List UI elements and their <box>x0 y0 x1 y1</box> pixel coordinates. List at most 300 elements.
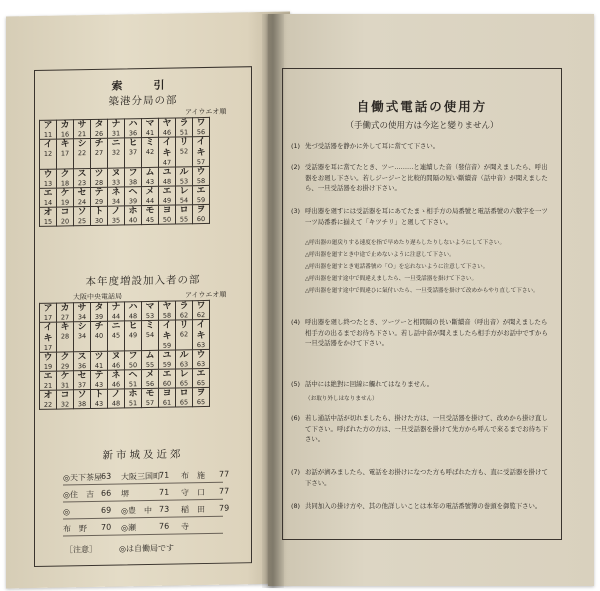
kana-cell <box>142 137 159 167</box>
kana-cell <box>40 120 57 139</box>
kana-char: ス <box>77 352 87 363</box>
kana-char: ミ <box>145 320 155 332</box>
kana-row <box>40 349 210 371</box>
kana-cell <box>125 389 142 408</box>
city-page-number: 79 <box>219 503 230 513</box>
kana-cell <box>159 137 176 167</box>
kana-cell <box>40 371 57 390</box>
kana-char: カ <box>60 303 70 314</box>
kana-cell <box>159 301 176 320</box>
page-number: 26 <box>94 129 104 138</box>
kana-cell <box>74 120 91 139</box>
page-number: 54 <box>179 196 189 205</box>
section2-kana-table <box>39 300 210 410</box>
kana-cell <box>193 319 210 349</box>
kana-char: オ <box>43 207 53 218</box>
kana-char: ソ <box>77 390 87 401</box>
kana-cell <box>57 207 74 226</box>
city-name: 布 施 <box>181 471 205 481</box>
kana-char: タ <box>94 119 104 130</box>
page-number: 58 <box>162 311 172 320</box>
section1-kana-table <box>39 117 210 227</box>
kana-cell <box>125 206 142 225</box>
page-number: 57 <box>145 398 155 408</box>
kana-row <box>40 185 210 207</box>
kana-cell <box>57 322 74 352</box>
kana-char: メ <box>145 369 155 381</box>
sub-note-5: △呼出器を廻す途中で間違ひに氣付いたら、一旦受話器を掛けて改めからやり直して下さい。 <box>305 288 539 294</box>
item-text: 先づ受話器を静かに外して耳に當てて下さい。 <box>305 142 440 150</box>
page-number: 55 <box>145 360 155 370</box>
kana-char: チ <box>94 321 104 332</box>
kana-char: シ <box>77 139 87 150</box>
page-number: 29 <box>60 362 70 371</box>
city-name: 寺 <box>181 522 189 532</box>
item-text: 話中には絶對に回線に觸れてはなりません。 <box>305 380 434 388</box>
kana-char: ソ <box>77 207 87 218</box>
city-name: 稲 田 <box>181 505 205 515</box>
kana-char: ヒ <box>128 321 138 332</box>
kana-cell <box>125 138 142 168</box>
kana-char: イキ <box>196 319 206 342</box>
page-number: 38 <box>128 178 138 187</box>
section1-title: 築港分局の部 <box>108 94 178 108</box>
page-number: 31 <box>111 129 121 138</box>
kana-char: ハ <box>128 119 138 130</box>
kana-char: ヨ <box>162 388 172 399</box>
kana-cell <box>74 139 91 169</box>
city-name: 守 口 <box>181 488 205 498</box>
kana-cell <box>57 352 74 371</box>
kana-cell <box>142 301 159 320</box>
item-num: (6) <box>291 414 301 422</box>
kana-char: チ <box>94 138 104 149</box>
page-number: 24 <box>77 198 87 207</box>
page-number: 65 <box>196 379 206 388</box>
kana-char: ヲ <box>196 204 206 216</box>
kana-char: ヌ <box>111 168 121 179</box>
kana-char: ヌ <box>111 351 121 362</box>
kana-char: レ <box>179 369 189 380</box>
sub-note-4: △呼出器を廻す途中で間違えましたら、一旦受話器を掛けて下さい。 <box>305 276 478 282</box>
page-number: 37 <box>128 148 138 157</box>
index-title: 索 引 <box>111 78 175 93</box>
instructions-subtitle: （手働式の使用方は今迄と變りません） <box>345 121 499 131</box>
page-number: 62 <box>179 311 189 320</box>
kana-cell <box>40 169 57 188</box>
item-num: (3) <box>291 207 301 215</box>
kana-cell <box>176 320 193 350</box>
kana-char: モ <box>145 205 155 217</box>
kana-cell <box>57 139 74 169</box>
page-number: 12 <box>43 149 53 158</box>
page-number: 62 <box>179 330 189 339</box>
city-page-number: 73 <box>159 504 170 514</box>
page-number: 29 <box>94 197 104 206</box>
kana-cell <box>91 321 108 351</box>
kana-row <box>40 300 210 322</box>
page-number: 14 <box>43 198 53 207</box>
kana-char: エ <box>162 186 172 197</box>
kana-cell <box>40 390 57 409</box>
kana-char: ネ <box>111 187 121 198</box>
small-note: （お取り外しはなりません） <box>305 396 378 402</box>
kana-cell <box>57 120 74 139</box>
city-page-number: 77 <box>219 469 230 479</box>
page-number: 65 <box>179 398 189 407</box>
page-number: 52 <box>179 147 189 156</box>
kana-char: ホ <box>128 206 138 217</box>
kana-char: ア <box>43 303 53 314</box>
kana-char: ワ <box>196 117 206 129</box>
kana-char: ヒ <box>128 138 138 149</box>
kana-cell <box>40 207 57 226</box>
page-number: 15 <box>43 217 53 226</box>
kana-cell <box>91 302 108 321</box>
kana-cell <box>159 320 176 350</box>
page-number: 21 <box>43 381 53 390</box>
kana-cell <box>193 117 210 136</box>
note-label: ［注意］ <box>65 544 97 555</box>
kana-row <box>40 387 210 409</box>
page-number: 51 <box>128 399 138 408</box>
kana-char: ロ <box>179 388 189 399</box>
kana-cell <box>125 168 142 187</box>
kana-cell <box>142 167 159 186</box>
page-number: 56 <box>145 379 155 389</box>
page-number: 32 <box>60 400 70 409</box>
page-number: 31 <box>60 381 70 390</box>
page-number: 36 <box>128 129 138 138</box>
page-number: 57 <box>196 158 206 167</box>
city-page-number: 71 <box>159 487 170 497</box>
kana-char: エ <box>43 371 53 382</box>
page-number: 49 <box>128 331 138 340</box>
kana-char: シ <box>77 322 87 333</box>
item-text: 若し通話中話が切れましたら、掛けた方は、一旦受話器を掛けて、改めから掛け直して下さい。呼ばれた方の方は、一旦受話器を掛けて先方から呼んで來るまでお待ち下さい。 <box>305 414 548 443</box>
kana-cell <box>125 351 142 370</box>
kana-char: ニ <box>111 138 121 149</box>
kana-char: ル <box>179 350 189 361</box>
kana-char: ユ <box>162 167 172 178</box>
kana-char: ト <box>94 389 104 400</box>
left-page <box>6 12 290 589</box>
page-number: 20 <box>60 217 70 226</box>
page-number: 41 <box>145 128 155 138</box>
kana-char: ロ <box>179 205 189 216</box>
page-number: 28 <box>94 178 104 187</box>
city-name: ◎天下茶屋 <box>63 472 102 483</box>
kana-cell <box>57 390 74 409</box>
page-number: 51 <box>128 380 138 389</box>
kana-char: ト <box>94 206 104 217</box>
kana-cell <box>91 370 108 389</box>
kana-cell <box>176 350 193 369</box>
section2-order: アイウエオ順 <box>185 290 227 300</box>
kana-cell <box>159 118 176 137</box>
page-number: 19 <box>60 198 70 207</box>
city-row <box>63 519 223 537</box>
section3-title: 新市城及近郊 <box>102 448 184 462</box>
page-number: 25 <box>77 217 87 226</box>
kana-cell <box>159 369 176 388</box>
page-number: 39 <box>128 197 138 206</box>
kana-char: ユ <box>162 350 172 361</box>
page-number: 58 <box>196 177 206 186</box>
kana-char: ハ <box>128 302 138 313</box>
kana-cell <box>74 322 91 352</box>
kana-char: ミ <box>145 137 155 149</box>
kana-cell <box>176 186 193 205</box>
kana-cell <box>40 322 57 352</box>
kana-char: ウ <box>196 349 206 361</box>
item-num: (5) <box>291 380 301 388</box>
page-number: 42 <box>145 147 155 157</box>
page-number: 59 <box>162 341 172 350</box>
section2-title: 本年度増設加入者の部 <box>85 274 201 289</box>
kana-char: テ <box>94 187 104 198</box>
page-number: 39 <box>94 312 104 321</box>
page-number: 36 <box>77 362 87 371</box>
page-number: 63 <box>179 360 189 369</box>
kana-char: リ <box>179 320 189 331</box>
kana-cell <box>74 188 91 207</box>
kana-char: ノ <box>111 206 121 217</box>
kana-row <box>40 204 210 226</box>
page-number: 17 <box>60 149 70 158</box>
kana-char: イキ <box>162 320 172 342</box>
kana-cell <box>57 371 74 390</box>
kana-cell <box>159 186 176 205</box>
kana-char: ヨ <box>162 205 172 216</box>
page-number: 34 <box>111 197 121 206</box>
kana-cell <box>176 118 193 137</box>
kana-cell <box>91 119 108 138</box>
kana-char: コ <box>60 390 70 401</box>
kana-char: モ <box>145 388 155 400</box>
city-page-number: 69 <box>101 505 112 515</box>
kana-char: コ <box>60 207 70 218</box>
kana-row <box>40 136 210 169</box>
kana-char: ス <box>77 169 87 180</box>
kana-char: ラ <box>179 118 189 129</box>
kana-cell <box>142 186 159 205</box>
kana-char: リ <box>179 137 189 148</box>
kana-char: レ <box>179 186 189 197</box>
kana-char: ケ <box>60 371 70 382</box>
kana-char: キ <box>60 322 70 333</box>
kana-cell <box>91 206 108 225</box>
page-number: 27 <box>60 313 70 322</box>
page-number: 22 <box>43 400 53 409</box>
section2-office: 大阪中央電話局 <box>73 292 122 302</box>
page-number: 62 <box>196 311 206 320</box>
kana-cell <box>193 166 210 185</box>
page-number: 45 <box>111 331 121 340</box>
kana-cell <box>108 138 125 168</box>
kana-cell <box>91 187 108 206</box>
book-gutter <box>262 14 284 588</box>
kana-cell <box>74 390 91 409</box>
kana-cell <box>91 351 108 370</box>
kana-char: ヘ <box>128 187 138 198</box>
kana-cell <box>125 321 142 351</box>
page-number: 21 <box>77 130 87 139</box>
kana-cell <box>74 169 91 188</box>
kana-char: ク <box>60 352 70 363</box>
kana-char: フ <box>128 351 138 362</box>
page-number: 33 <box>111 178 121 187</box>
item-num: (8) <box>291 502 301 510</box>
page-number: 13 <box>43 179 53 188</box>
kana-char: ナ <box>111 302 121 313</box>
page-number: 22 <box>77 149 87 158</box>
city-name: 布 野 <box>63 524 87 534</box>
kana-char: サ <box>77 120 87 131</box>
page-number: 50 <box>128 361 138 370</box>
kana-cell <box>176 369 193 388</box>
kana-char: エ <box>196 185 206 197</box>
page-number: 65 <box>179 379 189 388</box>
sub-note-3: △呼出器を廻すとき電話番號の「Ｏ」を忘れないように注意して下さい。 <box>305 264 489 270</box>
kana-row <box>40 166 210 188</box>
kana-cell <box>125 370 142 389</box>
page-number: 44 <box>111 312 121 321</box>
kana-cell <box>57 169 74 188</box>
page-number: 30 <box>94 216 104 225</box>
kana-cell <box>108 187 125 206</box>
kana-cell <box>108 321 125 351</box>
kana-cell <box>176 388 193 407</box>
note-text: ◎は自働局です <box>119 543 174 554</box>
kana-char: ワ <box>196 300 206 312</box>
kana-char: ケ <box>60 188 70 199</box>
kana-cell <box>142 388 159 407</box>
page-number: 28 <box>60 332 70 341</box>
city-page-number: 77 <box>219 486 230 496</box>
kana-row <box>40 368 210 390</box>
kana-cell <box>176 137 193 167</box>
kana-char: オ <box>43 390 53 401</box>
kana-char: ヲ <box>196 387 206 399</box>
kana-cell <box>57 188 74 207</box>
kana-cell <box>193 387 210 406</box>
note-label-text: 注意 <box>73 545 89 555</box>
kana-char: ホ <box>128 389 138 400</box>
item-num: (2) <box>291 163 301 171</box>
kana-row <box>40 319 210 352</box>
page-number: 19 <box>43 362 53 371</box>
kana-cell <box>40 139 57 169</box>
kana-char: サ <box>77 303 87 314</box>
city-name: ◎ <box>63 507 78 517</box>
kana-cell <box>125 302 142 321</box>
page-number: 34 <box>77 313 87 322</box>
kana-char: タ <box>94 302 104 313</box>
kana-char: ツ <box>94 168 104 179</box>
kana-cell <box>108 370 125 389</box>
page-number: 45 <box>145 215 155 225</box>
kana-cell <box>74 371 91 390</box>
kana-char: エ <box>162 369 172 380</box>
page-number: 61 <box>162 398 172 407</box>
item-num: (7) <box>291 468 301 476</box>
page-number: 27 <box>94 148 104 157</box>
kana-cell <box>40 188 57 207</box>
page-number: 53 <box>145 311 155 321</box>
item-text: 受話器を耳に當てたとき、ツー………と連續した音（發信音）が聞えましたら、呼出器をお廻し下さい。若しジージーと比較的間隔の短い斷續音（話中音）が聞えましたら、一旦受話器をお掛け下さい。 <box>305 163 548 192</box>
kana-char: セ <box>77 188 87 199</box>
kana-cell <box>40 352 57 371</box>
page-number: 41 <box>94 361 104 370</box>
kana-cell <box>91 168 108 187</box>
kana-cell <box>91 138 108 168</box>
kana-char: ヤ <box>162 118 172 129</box>
page-number: 60 <box>196 215 206 224</box>
page-number: 34 <box>77 332 87 341</box>
kana-char: ヤ <box>162 301 172 312</box>
kana-cell <box>108 351 125 370</box>
kana-char: イキ <box>162 137 172 159</box>
kana-char: エ <box>196 368 206 380</box>
kana-cell <box>108 389 125 408</box>
section1-order: アイウエオ順 <box>185 107 227 117</box>
kana-cell <box>193 368 210 387</box>
kana-char: ア <box>43 120 53 131</box>
page-number: 48 <box>111 399 121 408</box>
kana-char: ウ <box>43 169 53 180</box>
city-page-number: 66 <box>101 488 112 498</box>
kana-cell <box>193 185 210 204</box>
kana-char: キ <box>60 139 70 150</box>
city-row <box>63 485 230 503</box>
kana-cell <box>91 389 108 408</box>
kana-cell <box>142 320 159 350</box>
kana-char: ニ <box>111 321 121 332</box>
kana-char: メ <box>145 186 155 198</box>
index-frame <box>34 66 252 567</box>
kana-char: マ <box>145 301 155 313</box>
kana-cell <box>142 350 159 369</box>
kana-cell <box>57 303 74 322</box>
kana-char: ク <box>60 169 70 180</box>
kana-cell <box>108 302 125 321</box>
kana-char: イキ <box>196 136 206 159</box>
kana-cell <box>108 168 125 187</box>
page-number: 59 <box>196 196 206 205</box>
kana-cell <box>176 205 193 224</box>
page-number: 54 <box>145 330 155 340</box>
item-num: (1) <box>291 142 301 150</box>
page-number: 50 <box>162 215 172 224</box>
kana-char: カ <box>60 120 70 131</box>
page-number: 65 <box>196 398 206 407</box>
page-number: 43 <box>94 380 104 389</box>
item-text: 呼出器を廻すには受話器を耳にあてたまゝ相手方の局番號と電話番號の六數字を一ツ一ツ局番番に揃えて「キツチリ」と廻して下さい。 <box>305 207 548 226</box>
page-number: 38 <box>77 400 87 409</box>
page-number: 48 <box>162 177 172 186</box>
page-number: 43 <box>94 399 104 408</box>
kana-char: ル <box>179 167 189 178</box>
page-number: 16 <box>60 130 70 139</box>
kana-cell <box>74 303 91 322</box>
kana-cell <box>74 207 91 226</box>
city-name: ◎瀬 <box>121 523 136 533</box>
page-number: 43 <box>145 177 155 187</box>
city-page-number: 63 <box>101 471 112 481</box>
kana-char: ノ <box>111 389 121 400</box>
kana-char: ラ <box>179 301 189 312</box>
